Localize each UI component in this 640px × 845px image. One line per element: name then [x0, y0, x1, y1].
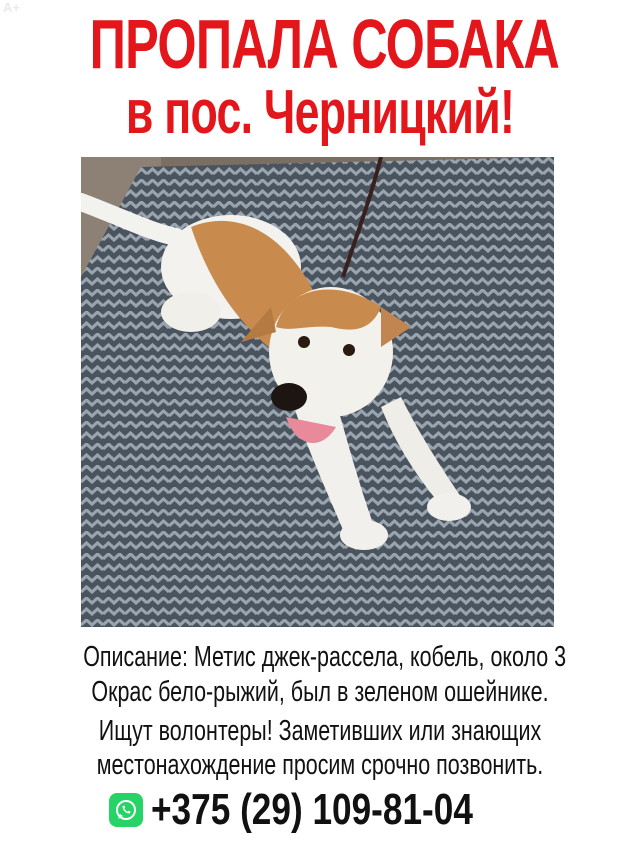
poster-title: ПРОПАЛА СОБАКА [89, 5, 560, 83]
description-line-3: Ищут волонтеры! Заметивших или знающих [98, 715, 542, 747]
poster-subtitle: в пос. Черницкий! [125, 78, 515, 147]
description-line-4: местонахождение просим срочно позвонить. [96, 749, 544, 781]
dog-photo [81, 157, 554, 627]
whatsapp-icon [109, 793, 143, 827]
description-line-1: Описание: Метис джек-рассела, кобель, около 3 [83, 641, 567, 673]
contact-row [0, 784, 640, 836]
description-line-2: Окрас бело-рыжий, был в зеленом ошейнике. [91, 676, 549, 708]
phone-number[interactable]: +375 (29) 109-81-04 [151, 785, 473, 834]
watermark-logo: A+ [3, 0, 20, 15]
